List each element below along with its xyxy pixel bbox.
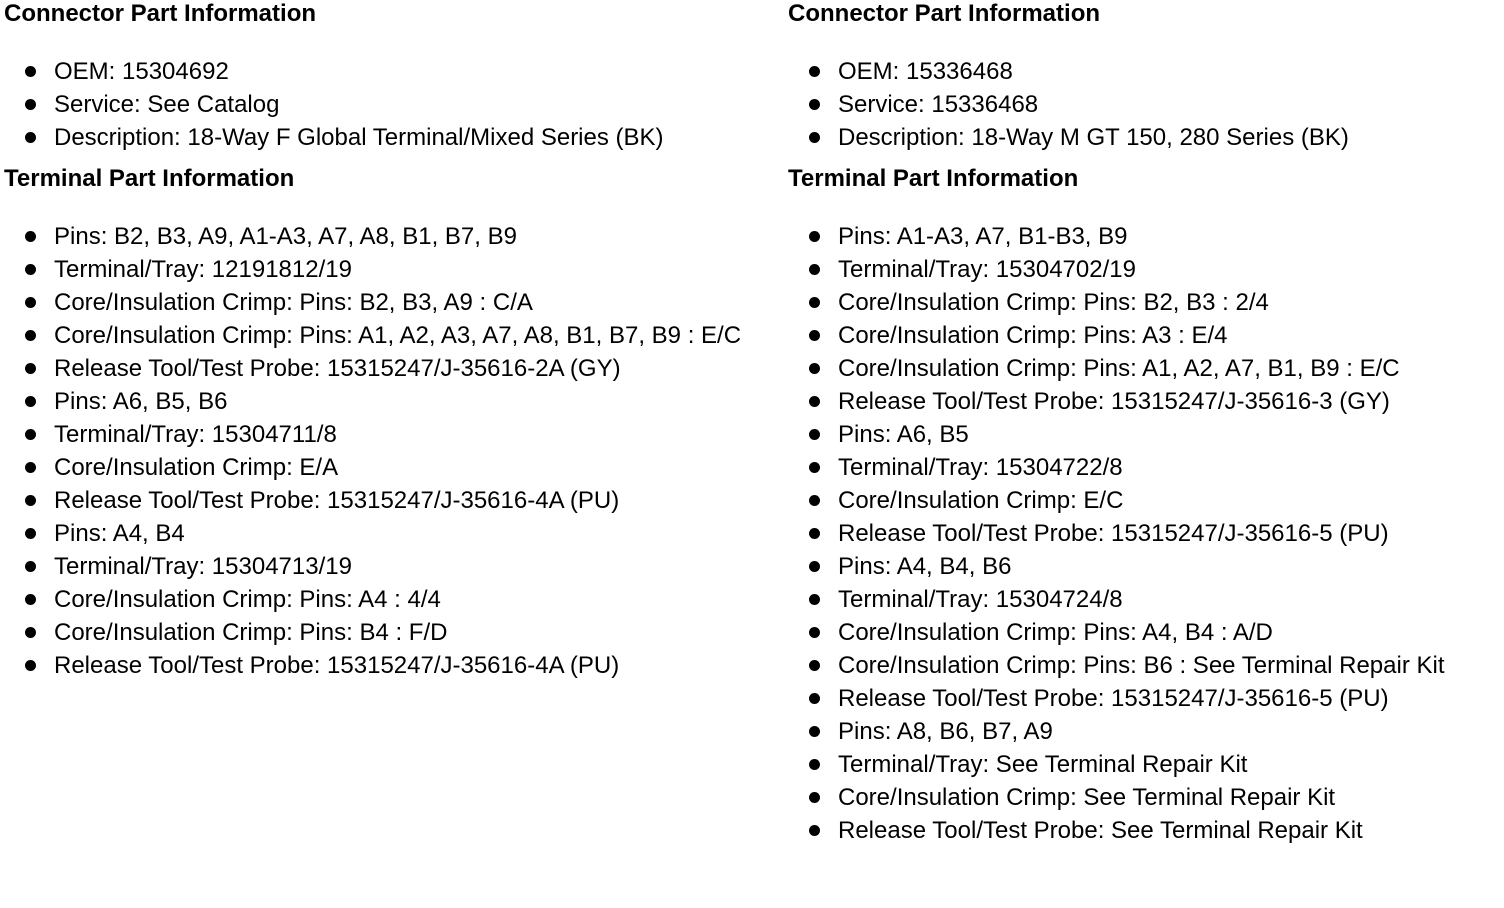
list-item	[788, 88, 1500, 121]
bullet-icon	[809, 264, 820, 275]
bullet-icon	[25, 396, 36, 407]
bullet-icon	[809, 297, 820, 308]
list-item-text: Terminal/Tray: See Terminal Repair Kit	[838, 751, 1248, 778]
bullet-icon	[809, 132, 820, 143]
list-item	[4, 88, 784, 121]
bullet-icon	[25, 528, 36, 539]
left-column	[4, 0, 784, 682]
bullet-icon	[809, 396, 820, 407]
list-item-text: OEM: 15336468	[838, 58, 1013, 85]
list-item	[788, 649, 1500, 682]
list-item	[788, 253, 1500, 286]
list-item-text: Release Tool/Test Probe: 15315247/J-35616-4A (PU)	[54, 652, 620, 679]
bullet-icon	[25, 231, 36, 242]
terminal-group	[788, 550, 1500, 715]
bullet-icon	[809, 561, 820, 572]
list-item	[4, 286, 784, 319]
bullet-icon	[25, 330, 36, 341]
list-item	[788, 781, 1500, 814]
list-item	[788, 583, 1500, 616]
list-item	[4, 649, 784, 682]
list-item	[788, 748, 1500, 781]
list-item	[4, 55, 784, 88]
list-item	[788, 352, 1500, 385]
connector-info-list	[4, 55, 784, 154]
list-item	[4, 253, 784, 286]
terminal-groups	[4, 220, 784, 682]
bullet-icon	[25, 627, 36, 638]
list-item	[788, 517, 1500, 550]
list-item-text: Core/Insulation Crimp: Pins: B4 : F/D	[54, 619, 448, 646]
bullet-icon	[809, 759, 820, 770]
bullet-icon	[809, 660, 820, 671]
bullet-icon	[25, 594, 36, 605]
list-item-text: Pins: A6, B5, B6	[54, 388, 228, 415]
list-item	[788, 121, 1500, 154]
bullet-icon	[25, 462, 36, 473]
list-item	[4, 550, 784, 583]
bullet-icon	[25, 99, 36, 110]
bullet-icon	[809, 99, 820, 110]
list-item-text: Terminal/Tray: 15304724/8	[838, 586, 1123, 613]
terminal-group	[4, 385, 784, 517]
list-item	[4, 517, 784, 550]
list-item	[788, 55, 1500, 88]
list-item-text: Pins: B2, B3, A9, A1-A3, A7, A8, B1, B7, B9	[54, 223, 517, 250]
list-item-text: Core/Insulation Crimp: Pins: A1, A2, A7, B1, B9 : E/C	[838, 355, 1400, 382]
list-item	[4, 319, 784, 352]
bullet-icon	[25, 660, 36, 671]
list-item-text: Terminal/Tray: 12191812/19	[54, 256, 352, 283]
list-item	[788, 616, 1500, 649]
connector-part-heading: Connector Part Information	[788, 0, 1101, 27]
list-item-text: Core/Insulation Crimp: Pins: A3 : E/4	[838, 322, 1228, 349]
list-item	[4, 352, 784, 385]
bullet-icon	[809, 726, 820, 737]
bullet-icon	[809, 825, 820, 836]
list-item-text: Core/Insulation Crimp: Pins: A4 : 4/4	[54, 586, 441, 613]
connector-part-heading: Connector Part Information	[4, 0, 317, 27]
list-item-text: Core/Insulation Crimp: Pins: B2, B3, A9 : C/A	[54, 289, 533, 316]
terminal-group	[788, 715, 1500, 847]
terminal-group	[788, 418, 1500, 550]
list-item	[4, 451, 784, 484]
list-item-text: Pins: A1-A3, A7, B1-B3, B9	[838, 223, 1128, 250]
terminal-part-heading: Terminal Part Information	[4, 165, 295, 192]
list-item	[788, 484, 1500, 517]
list-item	[788, 319, 1500, 352]
list-item	[788, 385, 1500, 418]
list-item-text: Release Tool/Test Probe: 15315247/J-35616-4A (PU)	[54, 487, 620, 514]
list-item-text: Core/Insulation Crimp: Pins: A1, A2, A3, A7, A8, B1, B7, B9 : E/C	[54, 322, 742, 349]
bullet-icon	[25, 429, 36, 440]
list-item	[4, 616, 784, 649]
terminal-group	[4, 517, 784, 682]
bullet-icon	[809, 231, 820, 242]
list-item-text: Terminal/Tray: 15304702/19	[838, 256, 1136, 283]
list-item	[4, 385, 784, 418]
list-item-text: Core/Insulation Crimp: Pins: A4, B4 : A/D	[838, 619, 1273, 646]
right-column	[788, 0, 1500, 847]
list-item	[4, 121, 784, 154]
bullet-icon	[809, 792, 820, 803]
bullet-icon	[809, 495, 820, 506]
list-item-text: Release Tool/Test Probe: 15315247/J-35616-3 (GY)	[838, 388, 1390, 415]
list-item	[788, 682, 1500, 715]
list-item-text: Terminal/Tray: 15304713/19	[54, 553, 352, 580]
bullet-icon	[809, 363, 820, 374]
list-item	[4, 418, 784, 451]
terminal-groups	[788, 220, 1500, 847]
list-item	[788, 220, 1500, 253]
bullet-icon	[25, 66, 36, 77]
list-item	[788, 286, 1500, 319]
list-item-text: Terminal/Tray: 15304711/8	[54, 421, 337, 448]
list-item-text: Service: See Catalog	[54, 91, 280, 118]
bullet-icon	[25, 561, 36, 572]
bullet-icon	[809, 528, 820, 539]
bullet-icon	[809, 627, 820, 638]
bullet-icon	[25, 132, 36, 143]
list-item	[788, 418, 1500, 451]
bullet-icon	[809, 594, 820, 605]
list-item-text: Pins: A8, B6, B7, A9	[838, 718, 1053, 745]
list-item	[4, 220, 784, 253]
terminal-group	[788, 220, 1500, 418]
terminal-part-heading: Terminal Part Information	[788, 165, 1079, 192]
list-item	[788, 814, 1500, 847]
bullet-icon	[809, 66, 820, 77]
bullet-icon	[25, 495, 36, 506]
list-item	[788, 715, 1500, 748]
list-item-text: Description: 18-Way F Global Terminal/Mixed Series (BK)	[54, 124, 664, 151]
list-item-text: Release Tool/Test Probe: 15315247/J-35616-5 (PU)	[838, 520, 1389, 547]
list-item-text: Core/Insulation Crimp: See Terminal Repair Kit	[838, 784, 1336, 811]
list-item-text: Terminal/Tray: 15304722/8	[838, 454, 1123, 481]
list-item-text: Pins: A4, B4, B6	[838, 553, 1012, 580]
list-item-text: Core/Insulation Crimp: Pins: B2, B3 : 2/4	[838, 289, 1269, 316]
bullet-icon	[809, 429, 820, 440]
connector-info-list	[788, 55, 1500, 154]
list-item-text: Service: 15336468	[838, 91, 1039, 118]
list-item-text: Release Tool/Test Probe: 15315247/J-35616-2A (GY)	[54, 355, 621, 382]
bullet-icon	[25, 363, 36, 374]
bullet-icon	[809, 693, 820, 704]
list-item	[788, 451, 1500, 484]
list-item-text: Core/Insulation Crimp: Pins: B6 : See Terminal Repair Kit	[838, 652, 1445, 679]
list-item	[4, 583, 784, 616]
list-item-text: Description: 18-Way M GT 150, 280 Series (BK)	[838, 124, 1349, 151]
list-item-text: Core/Insulation Crimp: E/C	[838, 487, 1124, 514]
list-item-text: OEM: 15304692	[54, 58, 229, 85]
terminal-group	[4, 220, 784, 385]
list-item-text: Pins: A6, B5	[838, 421, 969, 448]
list-item-text: Pins: A4, B4	[54, 520, 185, 547]
list-item-text: Release Tool/Test Probe: 15315247/J-35616-5 (PU)	[838, 685, 1389, 712]
bullet-icon	[25, 264, 36, 275]
bullet-icon	[809, 462, 820, 473]
list-item-text: Core/Insulation Crimp: E/A	[54, 454, 339, 481]
list-item	[4, 484, 784, 517]
list-item	[788, 550, 1500, 583]
bullet-icon	[25, 297, 36, 308]
bullet-icon	[809, 330, 820, 341]
list-item-text: Release Tool/Test Probe: See Terminal Repair Kit	[838, 817, 1363, 844]
